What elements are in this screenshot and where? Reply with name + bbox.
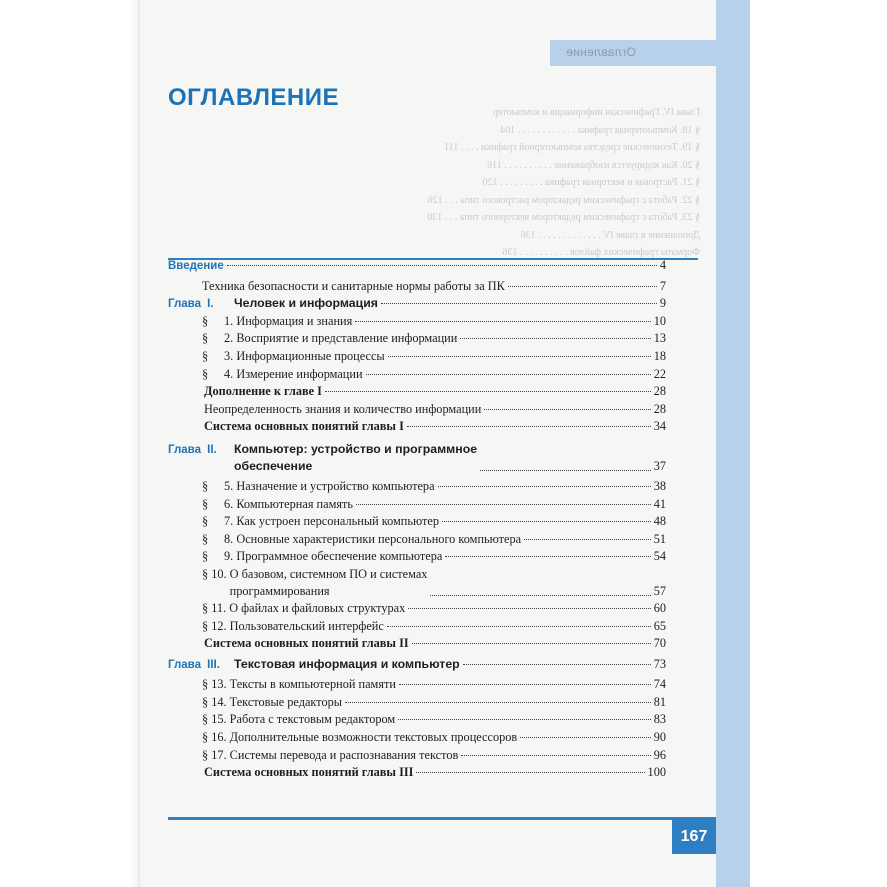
toc-page-number: 41: [653, 496, 666, 511]
toc-page-number: 48: [653, 514, 666, 529]
page-number-badge: 167: [672, 820, 716, 854]
dot-leader: [399, 684, 651, 685]
dot-leader: [407, 426, 651, 427]
section-sign: §: [202, 348, 209, 363]
toc-chapter-2[interactable]: [168, 439, 666, 475]
chapter-numeral: III.: [207, 658, 220, 671]
bleed-line: § 23. Работа с графическим редактором векторного типа . . . 130: [427, 212, 700, 223]
toc-section[interactable]: [168, 513, 666, 531]
section-number: 7.: [224, 514, 234, 529]
chapter-prefix: Глава: [168, 443, 201, 456]
toc-section[interactable]: [168, 618, 666, 636]
toc-page-number: 9: [659, 296, 666, 311]
bleed-line: § 22. Работа с графическим редактором растрового типа . . . 126: [427, 194, 700, 206]
bleed-line: Форматы графических файлов . . . . . . . . . . 136: [502, 247, 700, 258]
side-color-strip: [716, 0, 750, 887]
section-title: Измерение информации: [236, 366, 363, 381]
section-title: О файлах и файловых структурах: [229, 600, 406, 615]
section-number: 6.: [224, 496, 234, 511]
bleed-through-text: [160, 104, 700, 262]
dot-leader: [388, 356, 651, 357]
toc-page-number: 22: [653, 366, 666, 381]
section-title: О базовом, системном ПО и системах: [229, 566, 428, 581]
section-sign: §: [202, 331, 209, 346]
chapter-label: [168, 441, 234, 459]
toc-section[interactable]: [168, 729, 666, 747]
toc-page-number: 90: [653, 730, 666, 745]
section-title: Основные характеристики персонального компьютера: [236, 531, 522, 546]
dot-leader: [398, 719, 650, 720]
toc-entry-label: Дополнение к главе I: [204, 384, 322, 399]
section-number: 4.: [224, 366, 234, 381]
section-title: Программное обеспечение компьютера: [236, 549, 443, 564]
chapter-title: Человек и информация: [234, 296, 378, 311]
section-title: Как устроен персональный компьютер: [236, 514, 439, 529]
section-number: 2.: [224, 331, 234, 346]
section-sign: §: [202, 549, 209, 564]
toc-page-number: 28: [653, 384, 666, 399]
dot-leader: [416, 772, 644, 773]
chapter-prefix: Глава: [168, 658, 201, 671]
toc-section-10[interactable]: [168, 566, 666, 600]
toc-entry-label: Система основных понятий главы I: [204, 419, 404, 434]
section-number: § 14.: [202, 694, 227, 709]
toc-section[interactable]: [168, 548, 666, 566]
toc-entry-intro[interactable]: [168, 257, 666, 275]
dot-leader: [381, 303, 657, 304]
dot-leader: [412, 643, 651, 644]
section-sign: §: [202, 514, 209, 529]
toc-page-number: 18: [653, 348, 666, 363]
toc-chapter-1[interactable]: [168, 295, 666, 313]
section-sign: §: [202, 496, 209, 511]
chapter-title-cont: обеспечение: [234, 458, 313, 473]
section-number: § 11.: [202, 600, 227, 615]
toc-section[interactable]: [168, 478, 666, 496]
chapter-title: Компьютер: устройство и программное: [234, 441, 478, 456]
toc-page-number: 28: [653, 401, 666, 416]
dot-leader: [430, 595, 650, 596]
dot-leader: [520, 737, 650, 738]
section-number: 9.: [224, 549, 234, 564]
section-number: § 10.: [202, 566, 227, 581]
section-title: Назначение и устройство компьютера: [236, 478, 435, 493]
toc-supplement-item[interactable]: [168, 401, 666, 419]
section-title: Восприятие и представление информации: [236, 331, 458, 346]
dot-leader: [442, 521, 651, 522]
toc-chapter-3[interactable]: [168, 656, 666, 674]
chapter-numeral: I.: [207, 298, 214, 311]
toc-page-number: 96: [653, 747, 666, 762]
dot-leader: [408, 608, 650, 609]
toc-section[interactable]: [168, 676, 666, 694]
dot-leader: [325, 391, 651, 392]
table-of-contents: [168, 257, 666, 782]
footer-rule: [168, 817, 716, 820]
toc-entry-label: Система основных понятий главы II: [204, 636, 409, 651]
bleed-line: § 21. Растровая и векторная графика . . . . . . . . . 120: [482, 177, 700, 188]
section-number: § 12.: [202, 618, 227, 633]
toc-section[interactable]: [168, 747, 666, 765]
page-edge-shadow: [130, 0, 140, 887]
section-sign: §: [202, 313, 209, 328]
toc-entry-label: Техника безопасности и санитарные нормы работы за ПК: [202, 278, 505, 293]
section-number: 8.: [224, 531, 234, 546]
section-title: Тексты в компьютерной памяти: [229, 677, 396, 692]
dot-leader: [524, 539, 651, 540]
toc-summary[interactable]: [168, 764, 666, 782]
toc-page-number: 100: [647, 765, 666, 780]
toc-section[interactable]: [168, 496, 666, 514]
section-number: 1.: [224, 313, 234, 328]
section-title: Системы перевода и распознавания текстов: [229, 747, 459, 762]
toc-page-number: 73: [653, 656, 666, 671]
section-number: § 16.: [202, 730, 227, 745]
section-title: Работа с текстовым редактором: [229, 712, 396, 727]
bleed-line: Дополнение к главе IV . . . . . . . . . . . . . 136: [520, 229, 700, 241]
dot-leader: [387, 626, 651, 627]
toc-section[interactable]: [168, 313, 666, 331]
section-number: 3.: [224, 348, 234, 363]
chapter-numeral: II.: [207, 443, 217, 456]
toc-section[interactable]: [168, 366, 666, 384]
toc-section[interactable]: [168, 711, 666, 729]
dot-leader: [461, 755, 650, 756]
toc-page-number: 54: [653, 549, 666, 564]
toc-page-number: 70: [653, 636, 666, 651]
toc-page-number: 10: [653, 313, 666, 328]
dot-leader: [463, 664, 651, 665]
section-title-cont: программирования: [229, 583, 330, 598]
toc-section[interactable]: [168, 531, 666, 549]
toc-page-number: 4: [659, 258, 666, 272]
toc-page-number: 83: [653, 712, 666, 727]
dot-leader: [484, 409, 650, 410]
dot-leader: [356, 504, 651, 505]
chapter-label: [168, 656, 234, 675]
dot-leader: [345, 702, 651, 703]
dot-leader: [445, 556, 650, 557]
dot-leader: [366, 374, 651, 375]
running-header-text: Оглавление: [566, 45, 636, 59]
dot-leader: [508, 286, 657, 287]
toc-page-number: 37: [653, 458, 666, 473]
toc-page-number: 13: [653, 331, 666, 346]
toc-summary[interactable]: [168, 635, 666, 653]
toc-section[interactable]: [168, 600, 666, 618]
section-sign: §: [202, 478, 209, 493]
toc-page-number: 51: [653, 531, 666, 546]
section-number: § 15.: [202, 712, 227, 727]
dot-leader: [460, 338, 650, 339]
toc-supplement[interactable]: [168, 383, 666, 401]
section-sign: §: [202, 366, 209, 381]
bleed-line: § 18. Компьютерная графика . . . . . . . . . . . . 104: [500, 124, 700, 136]
section-number: § 17.: [202, 747, 227, 762]
bleed-line: Глава IV. Графическая информация и компьютер: [492, 107, 700, 118]
bleed-line: § 20. Как кодируется изображение . . . . . . . . . . 116: [487, 159, 700, 171]
toc-section[interactable]: [168, 330, 666, 348]
section-title: Информационные процессы: [236, 348, 385, 363]
section-number: § 13.: [202, 677, 227, 692]
toc-page-number: 57: [653, 583, 666, 598]
chapter-prefix: Глава: [168, 298, 201, 311]
dot-leader: [480, 470, 651, 471]
section-title: Дополнительные возможности текстовых процессоров: [229, 730, 518, 745]
bleed-line: § 19. Технические средства компьютерной графики . . . . 111: [444, 142, 700, 153]
toc-page-number: 81: [653, 694, 666, 709]
toc-entry-safety[interactable]: [168, 278, 666, 296]
dot-leader: [355, 321, 650, 322]
dot-leader: [227, 265, 657, 266]
toc-section[interactable]: [168, 348, 666, 366]
toc-entry-label: Неопределенность знания и количество информации: [204, 401, 482, 416]
chapter-title: Текстовая информация и компьютер: [234, 656, 460, 671]
toc-entry-label: Введение: [168, 260, 224, 272]
page-title: ОГЛАВЛЕНИЕ: [168, 84, 340, 111]
toc-entry-label: Система основных понятий главы III: [204, 765, 414, 780]
section-title: Текстовые редакторы: [229, 694, 343, 709]
toc-section[interactable]: [168, 694, 666, 712]
section-sign: §: [202, 531, 209, 546]
toc-page-number: 34: [653, 419, 666, 434]
toc-page-number: 7: [659, 278, 666, 293]
section-title: Пользовательский интерфейс: [229, 618, 384, 633]
toc-page-number: 38: [653, 478, 666, 493]
toc-page-number: 74: [653, 677, 666, 692]
toc-summary[interactable]: [168, 418, 666, 436]
section-title: Информация и знания: [236, 313, 353, 328]
toc-page-number: 65: [653, 618, 666, 633]
section-number: 5.: [224, 478, 234, 493]
dot-leader: [438, 486, 651, 487]
toc-page-number: 60: [653, 600, 666, 615]
chapter-label: [168, 295, 234, 314]
section-title: Компьютерная память: [236, 496, 354, 511]
